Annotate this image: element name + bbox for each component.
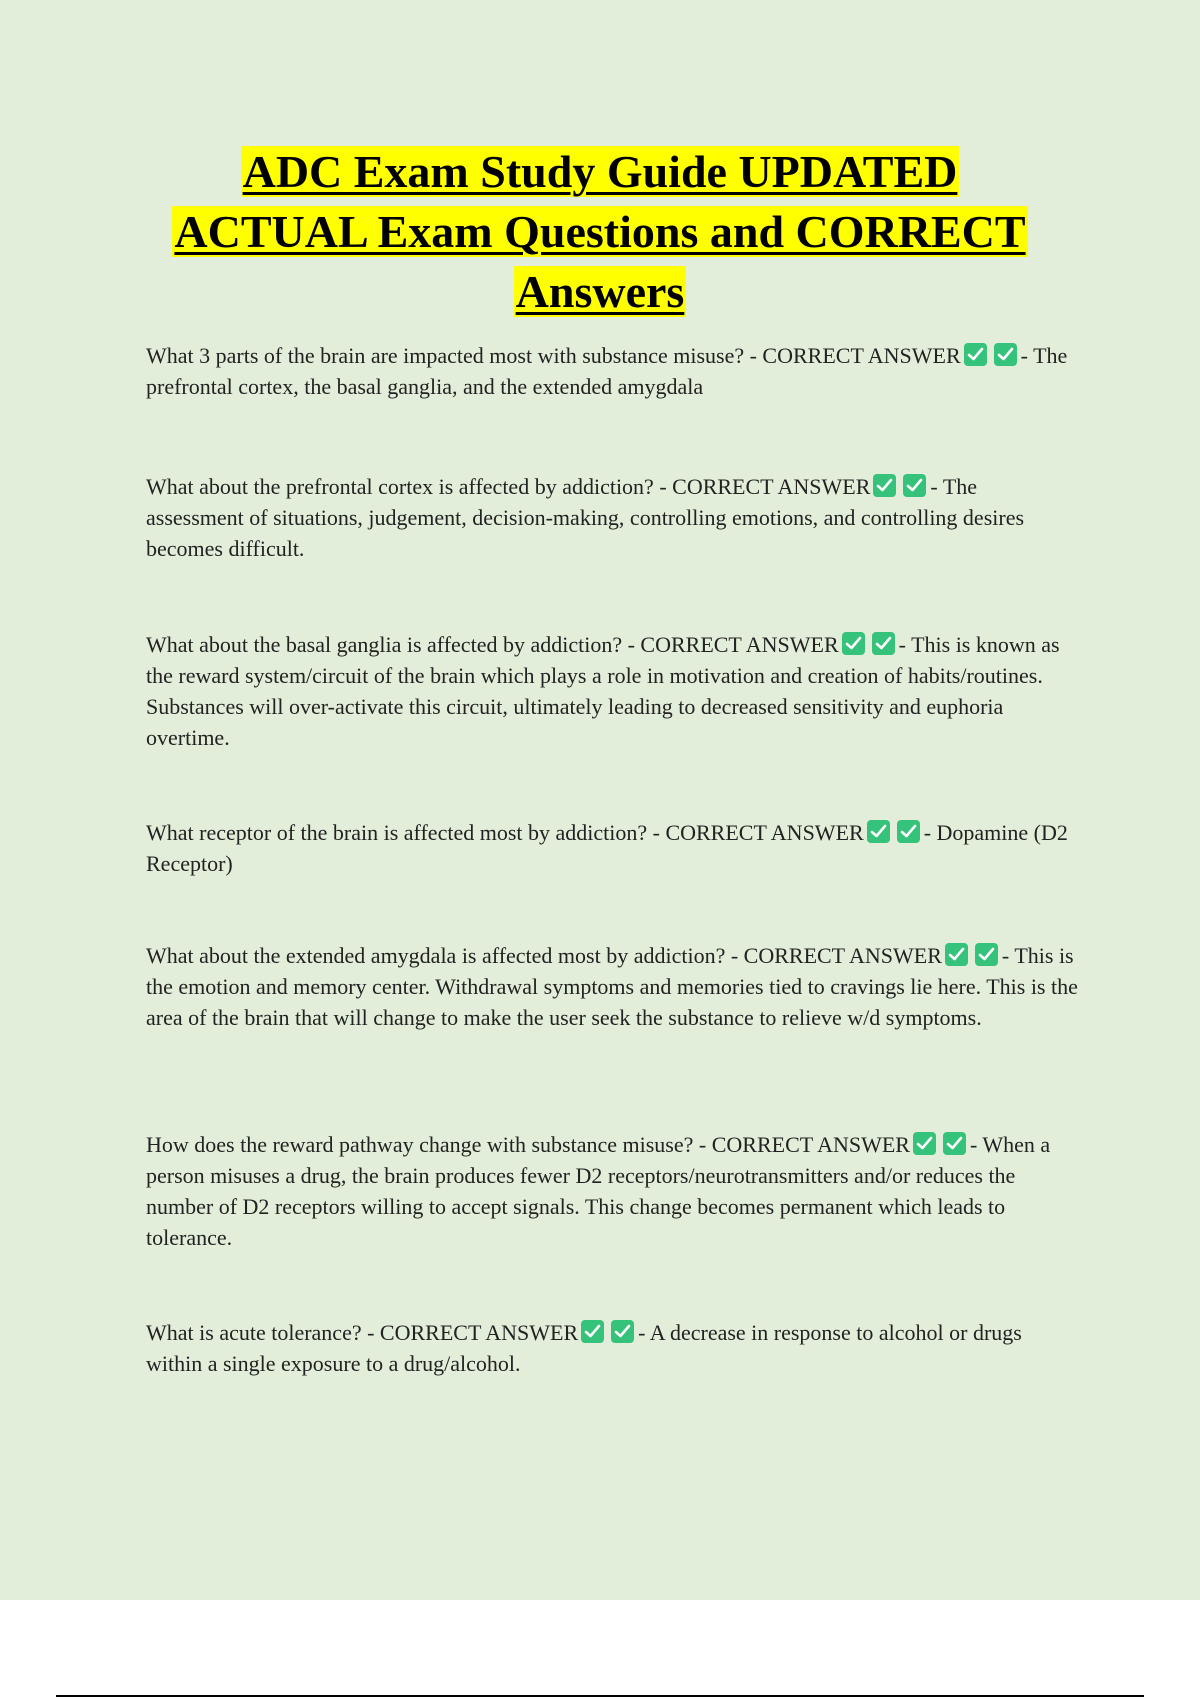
question-text: What receptor of the brain is affected most by addiction? - CORRECT ANSWER bbox=[146, 820, 864, 845]
check-box-icon bbox=[945, 943, 968, 966]
check-box-icon bbox=[897, 820, 920, 843]
check-box-icon bbox=[842, 632, 865, 655]
question-text: What 3 parts of the brain are impacted most with substance misuse? - CORRECT ANSWER bbox=[146, 343, 961, 368]
check-box-icon bbox=[903, 474, 926, 497]
qa-item-1 bbox=[146, 340, 1080, 402]
question-text: How does the reward pathway change with substance misuse? - CORRECT ANSWER bbox=[146, 1132, 910, 1157]
answer-text: - A decrease in response to alcohol or drugs within a single exposure to a drug/alcohol. bbox=[146, 1320, 1022, 1376]
qa-item-3 bbox=[146, 629, 1080, 753]
question-text: What about the basal ganglia is affected by addiction? - CORRECT ANSWER bbox=[146, 632, 839, 657]
answer-text: - Dopamine (D2 Receptor) bbox=[146, 820, 1068, 876]
qa-item-4 bbox=[146, 817, 1080, 879]
check-box-icon bbox=[913, 1132, 936, 1155]
qa-item-6 bbox=[146, 1129, 1080, 1253]
question-text: What about the extended amygdala is affected most by addiction? - CORRECT ANSWER bbox=[146, 943, 942, 968]
page-title bbox=[100, 142, 1100, 322]
check-box-icon bbox=[873, 474, 896, 497]
answer-text: - When a person misuses a drug, the brain produces fewer D2 receptors/neurotransmitters and/or reduces the number of D2 receptors willing to accept signals. This change becomes permanent which leads to tolerance. bbox=[146, 1132, 1051, 1250]
check-box-icon bbox=[975, 943, 998, 966]
check-box-icon bbox=[581, 1320, 604, 1343]
title-line-2: ACTUAL Exam Questions and CORRECT bbox=[174, 206, 1026, 257]
qa-item-7 bbox=[146, 1317, 1080, 1379]
question-text: What is acute tolerance? - CORRECT ANSWER bbox=[146, 1320, 579, 1345]
answer-text: - This is the emotion and memory center. Withdrawal symptoms and memories tied to cravings lie here. This is the area of the brain that will change to make the user seek the substance to relieve w/d symptoms. bbox=[146, 943, 1078, 1030]
answer-text: - The assessment of situations, judgement, decision-making, controlling emotions, and controlling desires becomes difficult. bbox=[146, 474, 1025, 561]
check-box-icon bbox=[867, 820, 890, 843]
check-box-icon bbox=[964, 343, 987, 366]
check-box-icon bbox=[994, 343, 1017, 366]
answer-text: - This is known as the reward system/circuit of the brain which plays a role in motivation and creation of habits/routines. Substances will over-activate this circuit, ultimately leading to decreased sensitivity and euphoria overtime. bbox=[146, 632, 1060, 750]
check-box-icon bbox=[943, 1132, 966, 1155]
footer-divider bbox=[56, 1695, 1144, 1697]
qa-item-2 bbox=[146, 471, 1080, 564]
question-text: What about the prefrontal cortex is affected by addiction? - CORRECT ANSWER bbox=[146, 474, 871, 499]
check-box-icon bbox=[611, 1320, 634, 1343]
answer-text: - The prefrontal cortex, the basal ganglia, and the extended amygdala bbox=[146, 343, 1068, 399]
title-line-3: Answers bbox=[515, 266, 685, 317]
check-box-icon bbox=[872, 632, 895, 655]
qa-item-5 bbox=[146, 940, 1080, 1033]
title-line-1: ADC Exam Study Guide UPDATED bbox=[242, 146, 958, 197]
